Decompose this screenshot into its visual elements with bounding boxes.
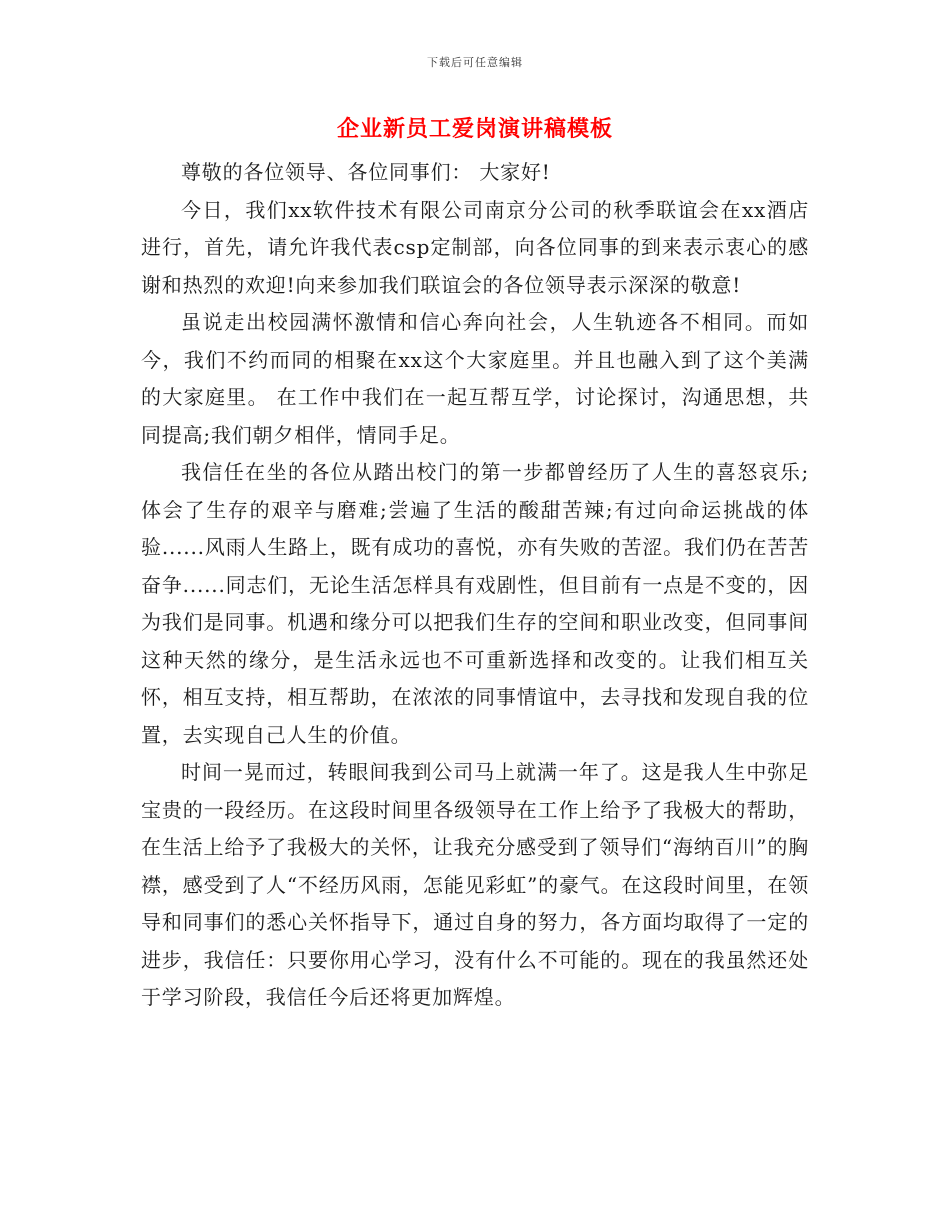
paragraph: 时间一晃而过，转眼间我到公司马上就满一年了。这是我人生中弥足宝贵的一段经历。在这段时间里各级领导在工作上给予了我极大的帮助，在生活上给予了我极大的关怀，让我充分感受到了领导们“海纳百川”的胸襟，感受到了人“不经历风雨，怎能见彩虹”的豪气。在这段时间里，在领导和同事们的悉心关怀指导下，通过自身的努力，各方面均取得了一定的进步，我信任：只要你用心学习，没有什么不可能的。现在的我虽然还处于学习阶段，我信任今后还将更加辉煌。 — [141, 760, 809, 1009]
document-title: 企业新员工爱岗演讲稿模板 — [336, 117, 613, 142]
document-body — [141, 154, 809, 1017]
paragraph: 虽说走出校园满怀激情和信心奔向社会，人生轨迹各不相同。而如今，我们不约而同的相聚在xx这个大家庭里。并且也融入到了这个美满的大家庭里。 在工作中我们在一起互帮互学，讨论探讨，沟通思想，共同提高;我们朝夕相伴，情同手足。 — [141, 310, 809, 447]
paragraph: 今日，我们xx软件技术有限公司南京分公司的秋季联谊会在xx酒店进行，首先，请允许我代表csp定制部，向各位同事的到来表示衷心的感谢和热烈的欢迎!向来参加我们联谊会的各位领导表示深深的敬意! — [141, 197, 809, 297]
paragraph-greeting: 尊敬的各位领导、各位同事们： 大家好! — [181, 160, 551, 184]
header-note: 下载后可任意编辑 — [427, 56, 523, 69]
paragraph: 我信任在坐的各位从踏出校门的第一步都曾经历了人生的喜怒哀乐;体会了生存的艰辛与磨难;尝遍了生活的酸甜苦辣;有过向命运挑战的体验......风雨人生路上，既有成功的喜悦，亦有失败的苦涩。我们仍在苦苦奋争......同志们，无论生活怎样具有戏剧性，但目前有一点是不变的，因为我们是同事。机遇和缘分可以把我们生存的空间和职业改变，但同事间这种天然的缘分，是生活永远也不可重新选择和改变的。让我们相互关怀，相互支持，相互帮助，在浓浓的同事情谊中，去寻找和发现自我的位置，去实现自己人生的价值。 — [141, 460, 809, 747]
